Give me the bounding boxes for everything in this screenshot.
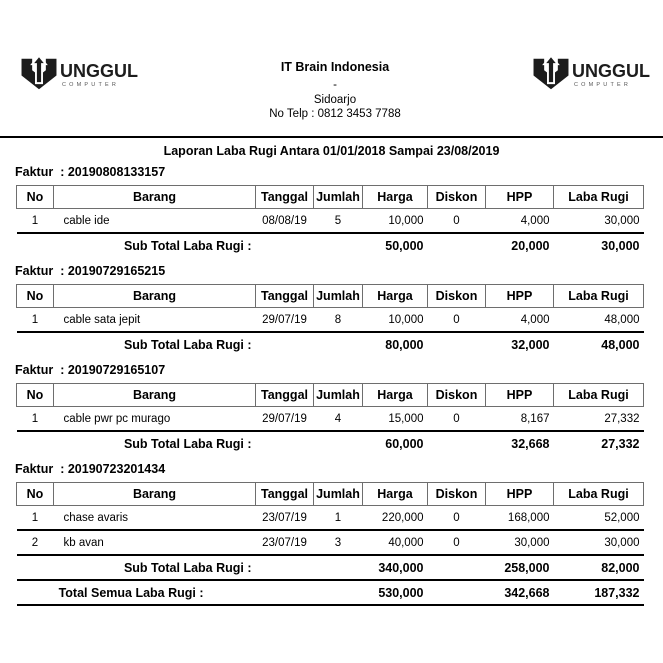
table-header-row	[17, 285, 644, 308]
cell-tanggal: 29/07/19	[256, 407, 314, 432]
cell-harga: 40,000	[363, 530, 428, 555]
subtotal-row-harga: 60,000	[385, 437, 424, 452]
table-header-row	[17, 186, 644, 209]
empty-cell	[428, 431, 486, 455]
column-header-laba-rugi: Laba Rugi	[554, 384, 644, 407]
company-dash: -	[333, 79, 337, 91]
item-row	[17, 407, 644, 432]
column-header-laba-rugi: Laba Rugi	[554, 186, 644, 209]
cell-no: 2	[17, 530, 54, 555]
column-header-harga: Harga	[363, 384, 428, 407]
cell-diskon: 0	[428, 308, 486, 333]
column-header-jumlah: Jumlah	[314, 384, 363, 407]
subtotal-row	[17, 555, 644, 580]
cell-tanggal: 08/08/19	[256, 209, 314, 234]
faktur-label: Faktur	[15, 363, 54, 378]
item-row	[17, 308, 644, 333]
subtotal-row-harga: 340,000	[378, 561, 424, 576]
column-header-harga: Harga	[363, 483, 428, 506]
unggul-logo-right	[500, 54, 650, 94]
unggul-arrow-icon	[532, 54, 570, 94]
unggul-arrow-icon	[20, 54, 58, 94]
column-header-no: No	[17, 384, 54, 407]
column-header-hpp: HPP	[486, 285, 554, 308]
subtotal-row-label: Sub Total Laba Rugi :	[123, 561, 252, 576]
cell-harga: 10,000	[363, 209, 428, 234]
empty-cell	[428, 555, 486, 580]
column-header-diskon: Diskon	[428, 384, 486, 407]
cell-tanggal: 23/07/19	[256, 506, 314, 531]
column-header-no: No	[17, 285, 54, 308]
cell-hpp: 4,000	[486, 308, 554, 333]
subtotal-row	[17, 332, 644, 356]
column-header-hpp: HPP	[486, 483, 554, 506]
column-header-jumlah: Jumlah	[314, 483, 363, 506]
column-header-harga: Harga	[363, 285, 428, 308]
empty-cell	[314, 233, 363, 257]
cell-laba_rugi: 48,000	[554, 308, 644, 333]
subtotal-row-hpp: 32,000	[511, 338, 550, 353]
company-city: Sidoarjo	[313, 93, 357, 106]
cell-barang: cable ide	[54, 209, 256, 234]
faktur-label: Faktur	[15, 165, 54, 180]
logo-name: UNGGUL	[60, 61, 138, 81]
unggul-logo-left	[20, 54, 170, 94]
company-info	[170, 54, 500, 122]
cell-jumlah: 4	[314, 407, 363, 432]
column-header-tanggal: Tanggal	[256, 483, 314, 506]
faktur-line	[15, 165, 663, 179]
cell-barang: kb avan	[54, 530, 256, 555]
subtotal-row-hpp: 258,000	[504, 561, 550, 576]
faktur-number: : 20190729165215	[60, 264, 166, 279]
cell-barang: chase avaris	[54, 506, 256, 531]
report-sections	[0, 165, 663, 606]
faktur-line	[15, 462, 663, 476]
table-header-row	[17, 384, 644, 407]
column-header-tanggal: Tanggal	[256, 285, 314, 308]
faktur-table	[16, 482, 644, 606]
faktur-table	[16, 185, 644, 257]
grand-total-row-laba-rugi: 187,332	[554, 580, 644, 605]
cell-jumlah: 8	[314, 308, 363, 333]
column-header-hpp: HPP	[486, 384, 554, 407]
column-header-barang: Barang	[54, 384, 256, 407]
faktur-label: Faktur	[15, 462, 54, 477]
faktur-table	[16, 383, 644, 455]
logo-subtitle: COMPUTER	[574, 82, 632, 88]
column-header-diskon: Diskon	[428, 483, 486, 506]
subtotal-row-label: Sub Total Laba Rugi :	[123, 338, 252, 353]
column-header-jumlah: Jumlah	[314, 186, 363, 209]
subtotal-row-laba-rugi: 82,000	[601, 561, 640, 576]
subtotal-row-laba-rugi: 27,332	[601, 437, 640, 452]
cell-no: 1	[17, 308, 54, 333]
header-divider	[0, 136, 663, 138]
cell-laba_rugi: 30,000	[554, 209, 644, 234]
cell-diskon: 0	[428, 530, 486, 555]
cell-hpp: 4,000	[486, 209, 554, 234]
column-header-no: No	[17, 186, 54, 209]
cell-diskon: 0	[428, 506, 486, 531]
column-header-laba-rugi: Laba Rugi	[554, 483, 644, 506]
column-header-jumlah: Jumlah	[314, 285, 363, 308]
cell-hpp: 168,000	[486, 506, 554, 531]
cell-tanggal: 23/07/19	[256, 530, 314, 555]
empty-cell	[256, 555, 314, 580]
subtotal-row-laba-rugi: 48,000	[601, 338, 640, 353]
empty-cell	[256, 332, 314, 356]
empty-cell	[314, 431, 363, 455]
faktur-line	[15, 264, 663, 278]
column-header-tanggal: Tanggal	[256, 384, 314, 407]
subtotal-row-label: Sub Total Laba Rugi :	[123, 239, 252, 254]
cell-jumlah: 1	[314, 506, 363, 531]
cell-jumlah: 3	[314, 530, 363, 555]
subtotal-row	[17, 233, 644, 257]
subtotal-row-hpp: 32,668	[511, 437, 550, 452]
cell-tanggal: 29/07/19	[256, 308, 314, 333]
cell-harga: 15,000	[363, 407, 428, 432]
empty-cell	[256, 233, 314, 257]
empty-cell	[314, 555, 363, 580]
grand-total-row-label: Total Semua Laba Rugi :	[17, 580, 256, 605]
subtotal-row-hpp: 20,000	[511, 239, 550, 254]
faktur-line	[15, 363, 663, 377]
cell-jumlah: 5	[314, 209, 363, 234]
empty-cell	[314, 332, 363, 356]
faktur-label: Faktur	[15, 264, 54, 279]
grand-total-row-harga: 530,000	[363, 580, 428, 605]
item-row	[17, 506, 644, 531]
item-row	[17, 209, 644, 234]
cell-diskon: 0	[428, 209, 486, 234]
grand-total-row	[17, 580, 644, 605]
faktur-number: : 20190723201434	[60, 462, 166, 477]
cell-laba_rugi: 52,000	[554, 506, 644, 531]
cell-hpp: 30,000	[486, 530, 554, 555]
column-header-tanggal: Tanggal	[256, 186, 314, 209]
subtotal-row-laba-rugi: 30,000	[601, 239, 640, 254]
logo-text	[60, 54, 138, 88]
column-header-hpp: HPP	[486, 186, 554, 209]
faktur-table	[16, 284, 644, 356]
faktur-number: : 20190729165107	[60, 363, 166, 378]
company-phone: No Telp : 0812 3453 7788	[269, 108, 401, 121]
subtotal-row	[17, 431, 644, 455]
company-name: IT Brain Indonesia	[280, 60, 390, 74]
logo-name: UNGGUL	[572, 61, 650, 81]
logo-text	[572, 54, 650, 88]
cell-no: 1	[17, 407, 54, 432]
cell-no: 1	[17, 209, 54, 234]
empty-cell	[428, 233, 486, 257]
cell-harga: 220,000	[363, 506, 428, 531]
cell-hpp: 8,167	[486, 407, 554, 432]
column-header-barang: Barang	[54, 186, 256, 209]
cell-no: 1	[17, 506, 54, 531]
column-header-diskon: Diskon	[428, 186, 486, 209]
cell-diskon: 0	[428, 407, 486, 432]
empty-cell	[314, 580, 363, 605]
logo-subtitle: COMPUTER	[62, 82, 120, 88]
cell-laba_rugi: 30,000	[554, 530, 644, 555]
empty-cell	[256, 580, 314, 605]
column-header-barang: Barang	[54, 483, 256, 506]
subtotal-row-label: Sub Total Laba Rugi :	[123, 437, 252, 452]
column-header-barang: Barang	[54, 285, 256, 308]
cell-harga: 10,000	[363, 308, 428, 333]
table-header-row	[17, 483, 644, 506]
empty-cell	[428, 332, 486, 356]
report-title: Laporan Laba Rugi Antara 01/01/2018 Sampai 23/08/2019	[163, 144, 500, 159]
cell-barang: cable pwr pc murago	[54, 407, 256, 432]
cell-laba_rugi: 27,332	[554, 407, 644, 432]
column-header-laba-rugi: Laba Rugi	[554, 285, 644, 308]
column-header-diskon: Diskon	[428, 285, 486, 308]
report-header	[0, 0, 663, 122]
column-header-harga: Harga	[363, 186, 428, 209]
item-row	[17, 530, 644, 555]
empty-cell	[256, 431, 314, 455]
cell-barang: cable sata jepit	[54, 308, 256, 333]
faktur-number: : 20190808133157	[60, 165, 166, 180]
grand-total-row-hpp: 342,668	[486, 580, 554, 605]
subtotal-row-harga: 50,000	[385, 239, 424, 254]
empty-cell	[428, 580, 486, 605]
subtotal-row-harga: 80,000	[385, 338, 424, 353]
column-header-no: No	[17, 483, 54, 506]
